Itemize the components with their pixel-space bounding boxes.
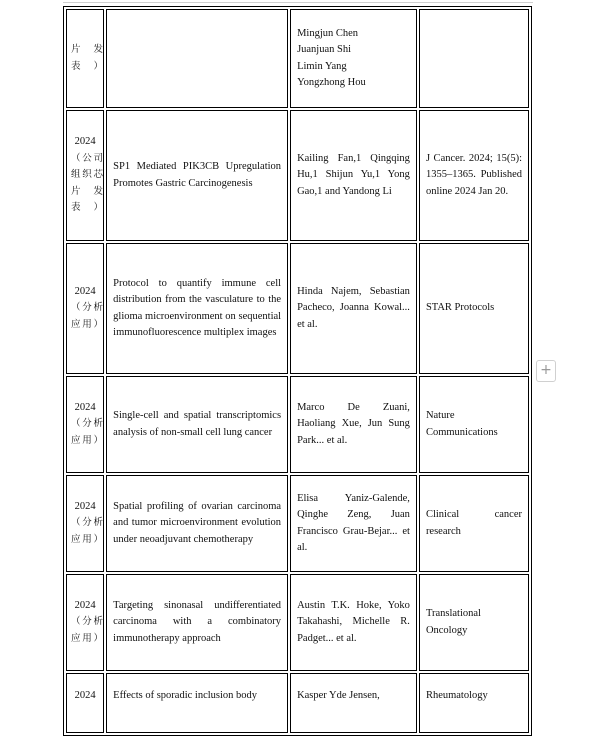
authors-cell: Elisa Yaniz-Galende, Qinghe Zeng, Juan Francisco Grau-Bejar... et al.	[290, 475, 417, 572]
publication-year: 2024	[74, 690, 96, 701]
author-line: Yongzhong Hou	[297, 77, 366, 88]
year-cell	[66, 110, 104, 241]
table-row	[66, 9, 529, 108]
journal-cell: J Cancer. 2024; 15(5): 1355–1365. Published online 2024 Jan 20.	[419, 110, 529, 241]
table-row	[66, 110, 529, 241]
journal-cell: STAR Protocols	[419, 243, 529, 374]
authors-cell: Marco De Zuani, Haoliang Xue, Jun Sung Park... et al.	[290, 376, 417, 473]
journal-cell: Clinical cancer research	[419, 475, 529, 572]
authors-cell	[290, 9, 417, 108]
table-row	[66, 376, 529, 473]
journal-cell: Nature Communications	[419, 376, 529, 473]
year-cell	[66, 574, 104, 671]
publication-year: 2024	[74, 599, 96, 611]
publication-type: （分析应用）	[71, 302, 103, 330]
journal-cell	[419, 9, 529, 108]
title-cell	[106, 9, 288, 108]
publications-table	[63, 6, 532, 736]
year-cell	[66, 376, 104, 473]
year-cell	[66, 673, 104, 733]
publication-year: 2024	[74, 401, 96, 413]
journal-cell: Rheumatology	[419, 673, 529, 733]
publication-type: 片发表）	[71, 44, 103, 72]
title-cell: Single-cell and spatial transcriptomics analysis of non-small cell lung cancer	[106, 376, 288, 473]
authors-cell: Hinda Najem, Sebastian Pacheco, Joanna Kowal... et al.	[290, 243, 417, 374]
title-cell: SP1 Mediated PIK3CB Upregulation Promotes Gastric Carcinogenesis	[106, 110, 288, 241]
publication-type: （公司组织芯片发表）	[71, 152, 103, 214]
title-cell: Protocol to quantify immune cell distribution from the vasculature to the glioma microenvironment on sequential immunofluorescence multiplex images	[106, 243, 288, 374]
year-cell	[66, 475, 104, 572]
year-cell	[66, 9, 104, 108]
table-row	[66, 475, 529, 572]
publications-table-wrap	[63, 6, 532, 736]
table-row	[66, 243, 529, 374]
add-row-button[interactable]	[536, 360, 556, 382]
publication-type: （分析应用）	[71, 418, 103, 446]
publication-type: （分析应用）	[71, 616, 103, 644]
publication-type: （分析应用）	[71, 517, 103, 545]
publication-year: 2024	[74, 500, 96, 512]
publication-year: 2024	[74, 136, 96, 148]
authors-cell: Kailing Fan,1 Qingqing Hu,1 Shijun Yu,1 Yong Gao,1 and Yandong Li	[290, 110, 417, 241]
table-row	[66, 673, 529, 733]
year-cell	[66, 243, 104, 374]
page-top-rule	[63, 2, 533, 3]
author-line: Juanjuan Shi	[297, 44, 352, 55]
plus-icon: +	[540, 362, 552, 378]
title-cell: Targeting sinonasal undifferentiated carcinoma with a combinatory immunotherapy approach	[106, 574, 288, 671]
author-line: Limin Yang	[297, 60, 347, 72]
publication-year: 2024	[74, 285, 96, 297]
authors-cell: Kasper Yde Jensen,	[290, 673, 417, 733]
title-cell: Spatial profiling of ovarian carcinoma and tumor microenvironment evolution under neoadjuvant chemotherapy	[106, 475, 288, 572]
table-row	[66, 574, 529, 671]
title-cell: Effects of sporadic inclusion body	[106, 673, 288, 733]
author-line: Mingjun Chen	[297, 27, 359, 39]
journal-cell: Translational Oncology	[419, 574, 529, 671]
authors-cell: Austin T.K. Hoke, Yoko Takahashi, Michelle R. Padget... et al.	[290, 574, 417, 671]
